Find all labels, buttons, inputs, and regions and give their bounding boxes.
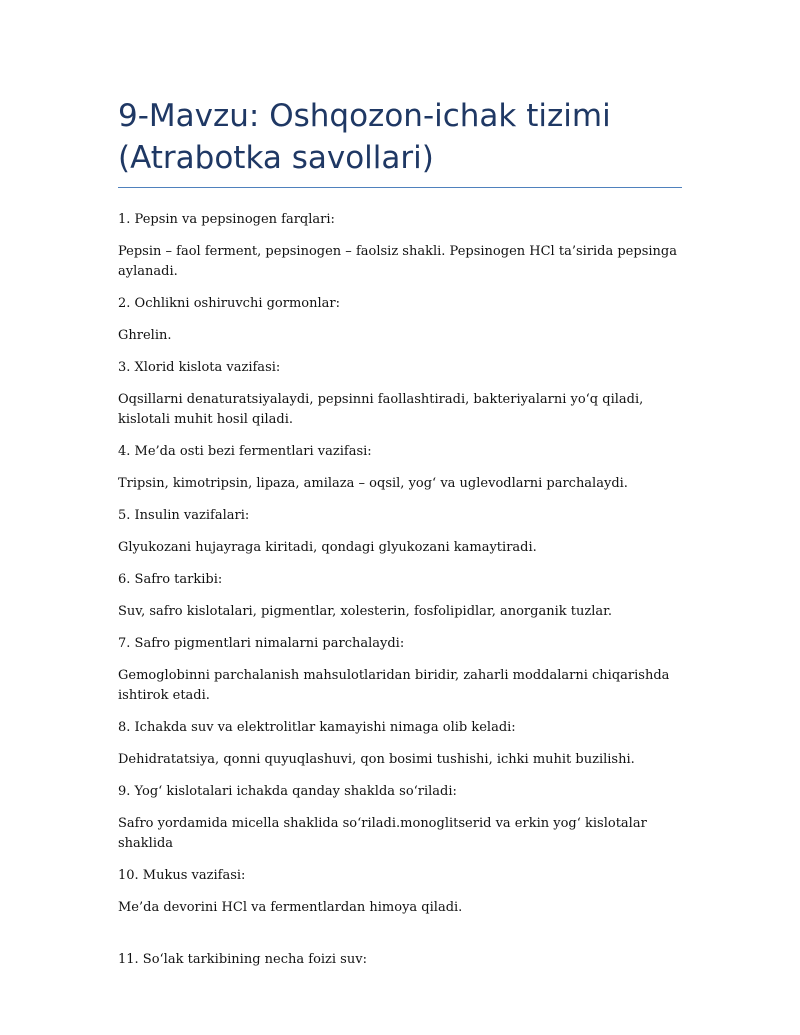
paragraph: Suv, safro kislotalari, pigmentlar, xolesterin, fosfolipidlar, anorganik tuzlar. bbox=[118, 604, 613, 619]
paragraph: 11. So‘lak tarkibining necha foizi suv: bbox=[118, 952, 367, 967]
paragraph: Dehidratatsiya, qonni quyuqlashuvi, qon bosimi tushishi, ichki muhit buzilishi. bbox=[118, 752, 635, 767]
paragraph: 5. Insulin vazifalari: bbox=[118, 508, 250, 523]
paragraph: Me’da devorini HCl va fermentlardan himoya qiladi. bbox=[118, 900, 463, 915]
paragraph: 2. Ochlikni oshiruvchi gormonlar: bbox=[118, 296, 340, 311]
paragraph: 8. Ichakda suv va elektrolitlar kamayishi nimaga olib keladi: bbox=[118, 720, 516, 735]
paragraph: 10. Mukus vazifasi: bbox=[118, 868, 246, 883]
paragraph: 6. Safro tarkibi: bbox=[118, 572, 223, 587]
paragraph: 7. Safro pigmentlari nimalarni parchalaydi: bbox=[118, 636, 405, 651]
paragraph: Safro yordamida micella shaklida so‘riladi.monoglitserid va erkin yog‘ kislotalar shaklida bbox=[118, 816, 647, 851]
paragraph: Tripsin, kimotripsin, lipaza, amilaza – oqsil, yog‘ va uglevodlarni parchalaydi. bbox=[118, 476, 628, 491]
document-title: 9-Mavzu: Oshqozon-ichak tizimi (Atrabotka savollari) bbox=[118, 95, 682, 188]
paragraph: Oqsillarni denaturatsiyalaydi, pepsinni faollashtiradi, bakteriyalarni yo‘q qiladi, kislotali muhit hosil qiladi. bbox=[118, 392, 644, 427]
paragraph: Ghrelin. bbox=[118, 328, 172, 343]
paragraph: Glyukozani hujayraga kiritadi, qondagi glyukozani kamaytiradi. bbox=[118, 540, 537, 555]
paragraph: 4. Me’da osti bezi fermentlari vazifasi: bbox=[118, 444, 372, 459]
paragraph: Gemoglobinni parchalanish mahsulotlaridan biridir, zaharli moddalarni chiqarishda ishtirok etadi. bbox=[118, 668, 670, 703]
document-body bbox=[118, 210, 682, 970]
paragraph: 3. Xlorid kislota vazifasi: bbox=[118, 360, 281, 375]
document-page bbox=[118, 95, 682, 982]
paragraph: Pepsin – faol ferment, pepsinogen – faolsiz shakli. Pepsinogen HCl ta’sirida pepsinga aylanadi. bbox=[118, 244, 677, 279]
paragraph: 1. Pepsin va pepsinogen farqlari: bbox=[118, 212, 335, 227]
paragraph: 9. Yog‘ kislotalari ichakda qanday shaklda so‘riladi: bbox=[118, 784, 457, 799]
